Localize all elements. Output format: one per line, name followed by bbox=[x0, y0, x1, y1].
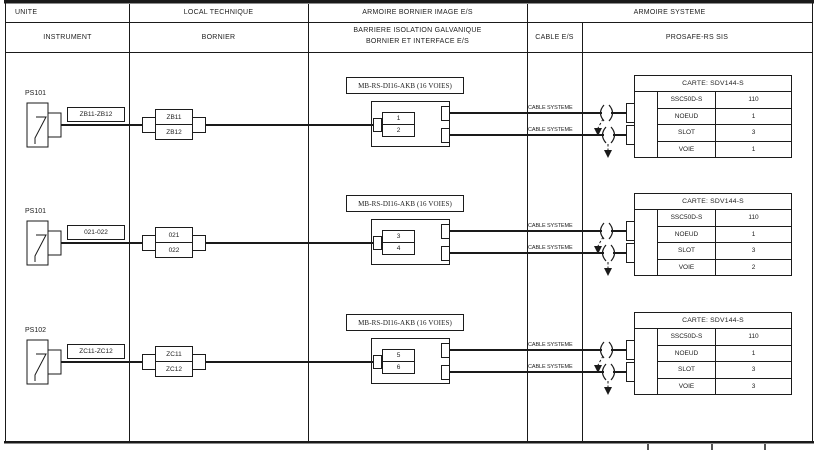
bornier-terminal-bottom: ZB12 bbox=[155, 124, 193, 140]
cable-label: 021-022 bbox=[67, 225, 125, 240]
card-row-value: 2 bbox=[751, 263, 756, 271]
card-connector-column bbox=[635, 329, 658, 394]
cable-systeme-label-bottom: CABLE SYSTEME bbox=[528, 245, 573, 251]
subheader-instrument: INSTRUMENT bbox=[43, 33, 92, 41]
card-row-value: 1 bbox=[751, 145, 756, 153]
cable-label: ZC11-ZC12 bbox=[67, 344, 125, 359]
card-row-value: 1 bbox=[751, 230, 756, 238]
cable-label: ZB11-ZB12 bbox=[67, 107, 125, 122]
subheader-barriere-line1: BARRIERE ISOLATION GALVANIQUE bbox=[353, 27, 482, 35]
barrier-label: MB-RS-DI16-AKB (16 VOIES) bbox=[346, 314, 464, 331]
card-row-label: SLOT bbox=[658, 362, 716, 378]
subheader-barriere bbox=[308, 22, 527, 52]
bornier-connector-left bbox=[142, 117, 156, 133]
barrier-terminal-top: 5 bbox=[382, 349, 415, 362]
card-connector-column bbox=[635, 210, 658, 275]
barrier-plug bbox=[373, 236, 382, 250]
card-row-value: 1 bbox=[751, 349, 756, 357]
subheader-cable-es: CABLE E/S bbox=[535, 33, 574, 41]
barrier-connector-bottom bbox=[441, 365, 450, 380]
card-row bbox=[658, 362, 791, 379]
bornier-terminal-top: ZC11 bbox=[155, 346, 193, 362]
card-row-value: 3 bbox=[751, 247, 756, 255]
bornier-connector-right bbox=[192, 354, 206, 370]
circuit-row bbox=[0, 312, 816, 417]
card-row-value: 3 bbox=[751, 366, 756, 374]
card-body bbox=[635, 210, 791, 275]
barrier-terminal-bottom: 6 bbox=[382, 361, 415, 374]
bornier-terminal-block bbox=[155, 227, 193, 258]
card-body bbox=[635, 329, 791, 394]
instrument-tag: PS102 bbox=[25, 327, 47, 334]
barrier-terminal-block bbox=[382, 349, 415, 374]
barrier-terminal-top: 1 bbox=[382, 112, 415, 125]
card-row-label: VOIE bbox=[658, 142, 716, 158]
card-connector-column bbox=[635, 92, 658, 157]
card-row-label: NOEUD bbox=[658, 346, 716, 362]
circuit-row bbox=[0, 193, 816, 298]
card-row-label: NOEUD bbox=[658, 109, 716, 125]
card-table bbox=[658, 210, 791, 275]
barrier-plug bbox=[373, 118, 382, 132]
card-row-value: 3 bbox=[751, 382, 756, 390]
card-row bbox=[658, 125, 791, 142]
io-card bbox=[634, 312, 792, 395]
card-row bbox=[658, 260, 791, 276]
card-row bbox=[658, 329, 791, 346]
subheader-prosafe: PROSAFE-RS SIS bbox=[665, 33, 729, 41]
card-row-label: SLOT bbox=[658, 243, 716, 259]
bornier-connector-right bbox=[192, 117, 206, 133]
barrier-connector-top bbox=[441, 343, 450, 358]
cable-systeme-label-bottom: CABLE SYSTEME bbox=[528, 127, 573, 133]
card-row-label: VOIE bbox=[658, 379, 716, 395]
cable-systeme-label-top: CABLE SYSTEME bbox=[528, 105, 573, 111]
card-table bbox=[658, 329, 791, 394]
card-row bbox=[658, 92, 791, 109]
bornier-terminal-top: ZB11 bbox=[155, 109, 193, 125]
header-armoire-bornier: ARMOIRE BORNIER IMAGE E/S bbox=[362, 9, 473, 16]
cable-systeme-label-bottom: CABLE SYSTEME bbox=[528, 364, 573, 370]
bornier-connector-left bbox=[142, 354, 156, 370]
bornier-terminal-block bbox=[155, 346, 193, 377]
io-card bbox=[634, 75, 792, 158]
card-row-value: 110 bbox=[748, 214, 759, 222]
barrier-connector-bottom bbox=[441, 246, 450, 261]
card-row-label: SLOT bbox=[658, 125, 716, 141]
barrier-terminal-bottom: 2 bbox=[382, 124, 415, 137]
barrier-connector-top bbox=[441, 106, 450, 121]
bornier-terminal-top: 021 bbox=[155, 227, 193, 243]
io-card bbox=[634, 193, 792, 276]
barrier-connector-bottom bbox=[441, 128, 450, 143]
card-row bbox=[658, 210, 791, 227]
barrier-label: MB-RS-DI16-AKB (16 VOIES) bbox=[346, 195, 464, 212]
barrier-terminal-block bbox=[382, 230, 415, 255]
card-row-value: 3 bbox=[751, 129, 756, 137]
card-row bbox=[658, 346, 791, 363]
card-row-label: NOEUD bbox=[658, 227, 716, 243]
barrier-plug bbox=[373, 355, 382, 369]
card-row-value: 1 bbox=[751, 112, 756, 120]
instrument-tag: PS101 bbox=[25, 90, 47, 97]
card-row bbox=[658, 227, 791, 244]
header-armoire-systeme: ARMOIRE SYSTEME bbox=[633, 9, 706, 16]
card-row bbox=[658, 379, 791, 395]
card-title: CARTE: SDV144-S bbox=[635, 76, 791, 92]
bornier-terminal-bottom: ZC12 bbox=[155, 361, 193, 377]
subheader-bornier: BORNIER bbox=[201, 33, 236, 41]
bornier-connector-left bbox=[142, 235, 156, 251]
barrier-terminal-block bbox=[382, 112, 415, 137]
card-row-value: 110 bbox=[748, 333, 759, 341]
header-unite: UNITE bbox=[15, 9, 38, 16]
card-row-value: 110 bbox=[748, 96, 759, 104]
barrier-terminal-bottom: 4 bbox=[382, 242, 415, 255]
barrier-label: MB-RS-DI16-AKB (16 VOIES) bbox=[346, 77, 464, 94]
card-row-label: SSC50D-S bbox=[658, 329, 716, 345]
card-row bbox=[658, 109, 791, 126]
card-title: CARTE: SDV144-S bbox=[635, 313, 791, 329]
barrier-terminal-top: 3 bbox=[382, 230, 415, 243]
bornier-connector-right bbox=[192, 235, 206, 251]
card-title: CARTE: SDV144-S bbox=[635, 194, 791, 210]
cable-systeme-label-top: CABLE SYSTEME bbox=[528, 223, 573, 229]
bornier-terminal-block bbox=[155, 109, 193, 140]
bornier-terminal-bottom: 022 bbox=[155, 242, 193, 258]
card-row-label: SSC50D-S bbox=[658, 210, 716, 226]
card-row bbox=[658, 142, 791, 158]
instrument-tag: PS101 bbox=[25, 208, 47, 215]
circuit-row bbox=[0, 75, 816, 180]
card-table bbox=[658, 92, 791, 157]
subheader-barriere-line2: BORNIER ET INTERFACE E/S bbox=[365, 38, 470, 45]
card-row bbox=[658, 243, 791, 260]
card-body bbox=[635, 92, 791, 157]
barrier-connector-top bbox=[441, 224, 450, 239]
cable-systeme-label-top: CABLE SYSTEME bbox=[528, 342, 573, 348]
card-row-label: VOIE bbox=[658, 260, 716, 276]
header-local-technique: LOCAL TECHNIQUE bbox=[183, 9, 254, 16]
card-row-label: SSC50D-S bbox=[658, 92, 716, 108]
